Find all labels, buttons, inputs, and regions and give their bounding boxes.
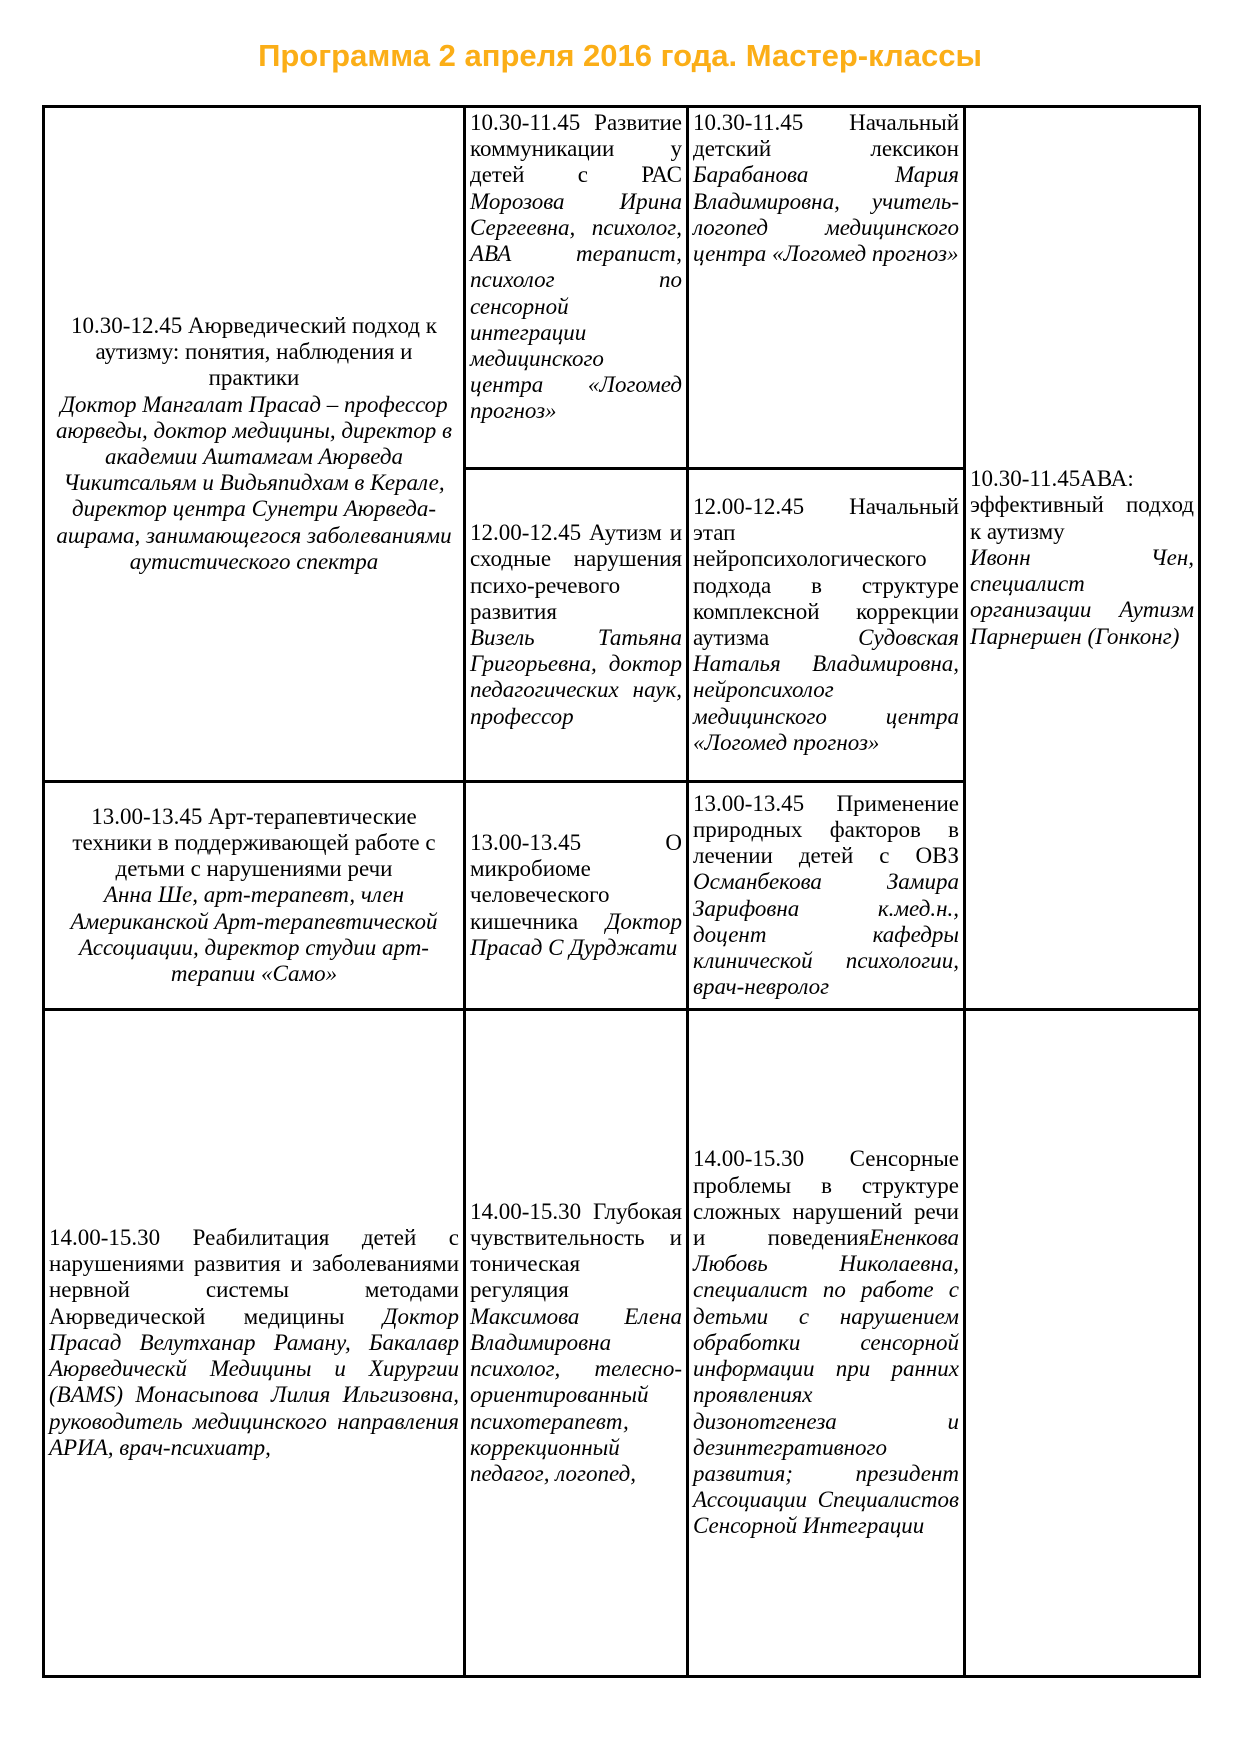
session-speaker: Максимова Елена Владимировна психолог, телесно-ориентированный психотерапевт, коррекционный педагог, логопед, [470,1303,682,1486]
cell-children-lexicon [688,107,965,469]
session-title: 13.00-13.45 О микробиоме человеческого кишечника [470,829,682,934]
session-speaker: Ененкова Любовь Николаевна, специалист по работе с детьми с нарушением обработки сенсорной информации при ранних проявлениях дизонотгенеза и дезинтегративного развития; президент Ассоциации Специалистов Сенсорной Интеграции [693,1225,959,1539]
session-title: 12.00-12.45 Аутизм и сходные нарушения психо-речевого развития [470,520,682,624]
session-title: 10.30-11.45АВА: эффективный подход к аутизму [970,466,1194,544]
cell-rehabilitation [44,1010,465,1677]
cell-communication-ras [465,107,688,469]
cell-ayurveda-approach [44,107,465,782]
page-title: Программа 2 апреля 2016 года. Мастер-классы [258,38,982,73]
session-speaker: Ивонн Чен, специалист организации Аутизм Парнершен (Гонконг) [970,544,1194,649]
session-speaker: Доктор Прасад Велутханар Раману, Бакалавр Аюрведическй Медицины и Хирургии (BAMS) Монасыпова Лилия Ильгизовна, руководитель медицинского направления АРИА, врач-психиатр, [49,1303,460,1460]
cell-aba-approach [965,107,1200,1010]
session-title: 13.00-13.45 Применение природных факторов в лечении детей с ОВЗ [693,790,959,869]
session-speaker: Судовская Наталья Владимировна, нейропсихолог медицинского центра «Логомед прогноз» [693,625,959,755]
session-title: 14.00-15.30 Реабилитация детей с нарушениями развития и заболеваниями нервной системы методами Аюрведической медицины [49,1225,459,1329]
session-speaker: Османбекова Замира Зарифовна к.мед.н., доцент кафедры клинической психологии, врач-невролог [693,869,959,1000]
row-morning-1 [44,107,1200,469]
session-title: 10.30-11.45 Начальный детский лексикон [693,110,959,162]
cell-deep-sensitivity [465,1010,688,1677]
session-title: 13.00-13.45 Арт-терапевтические техники в поддерживающей работе с детьми с нарушениями речи [72,803,436,882]
session-speaker: Доктор Прасад С Дурджати [470,908,682,960]
session-speaker: Визель Татьяна Григорьевна, доктор педагогических наук, профессор [470,625,682,729]
row-afternoon [44,1010,1200,1677]
cell-empty [965,1010,1200,1677]
session-speaker: Барабанова Мария Владимировна, учитель-логопед медицинского центра «Логомед прогноз» [693,162,959,267]
cell-microbiome [465,782,688,1010]
session-speaker: Анна Ше, арт-терапевт, член Американской Арт-терапевтической Ассоциации, директор студии арт-терапии «Само» [70,882,438,987]
session-title: 10.30-11.45 Развитие коммуникации у детей с РАС [470,110,682,188]
cell-autism-disorders [465,469,688,782]
cell-neuropsych-stage [688,469,965,782]
program-table [42,105,1201,1678]
session-title: 14.00-15.30 Глубокая чувствительность и тоническая регуляция [470,1198,682,1303]
cell-sensory-problems [688,1010,965,1677]
session-speaker: Доктор Мангалат Прасад – профессор аюрведы, доктор медицины, директор в академии Аштамгам Аюрведа Чикитсальям и Видьяпидхам в Керале, директор центра Сунетри Аюрведа-ашрама, занимающегося заболеваниями аутистического спектра [55,391,453,574]
cell-natural-factors [688,782,965,1010]
cell-art-therapy [44,782,465,1010]
session-title: 12.00-12.45 Начальный этап нейропсихологического подхода в структуре комплексной коррекции аутизма [693,493,959,650]
session-title: 14.00-15.30 Сенсорные проблемы в структуре сложных нарушений речи и поведения [693,1146,959,1251]
session-speaker: Морозова Ирина Сергеевна, психолог, АВА терапист, психолог по сенсорной интеграции медицинского центра «Логомед прогноз» [470,188,682,424]
session-title: 10.30-12.45 Аюрведический подход к аутизму: понятия, наблюдения и практики [71,312,437,391]
